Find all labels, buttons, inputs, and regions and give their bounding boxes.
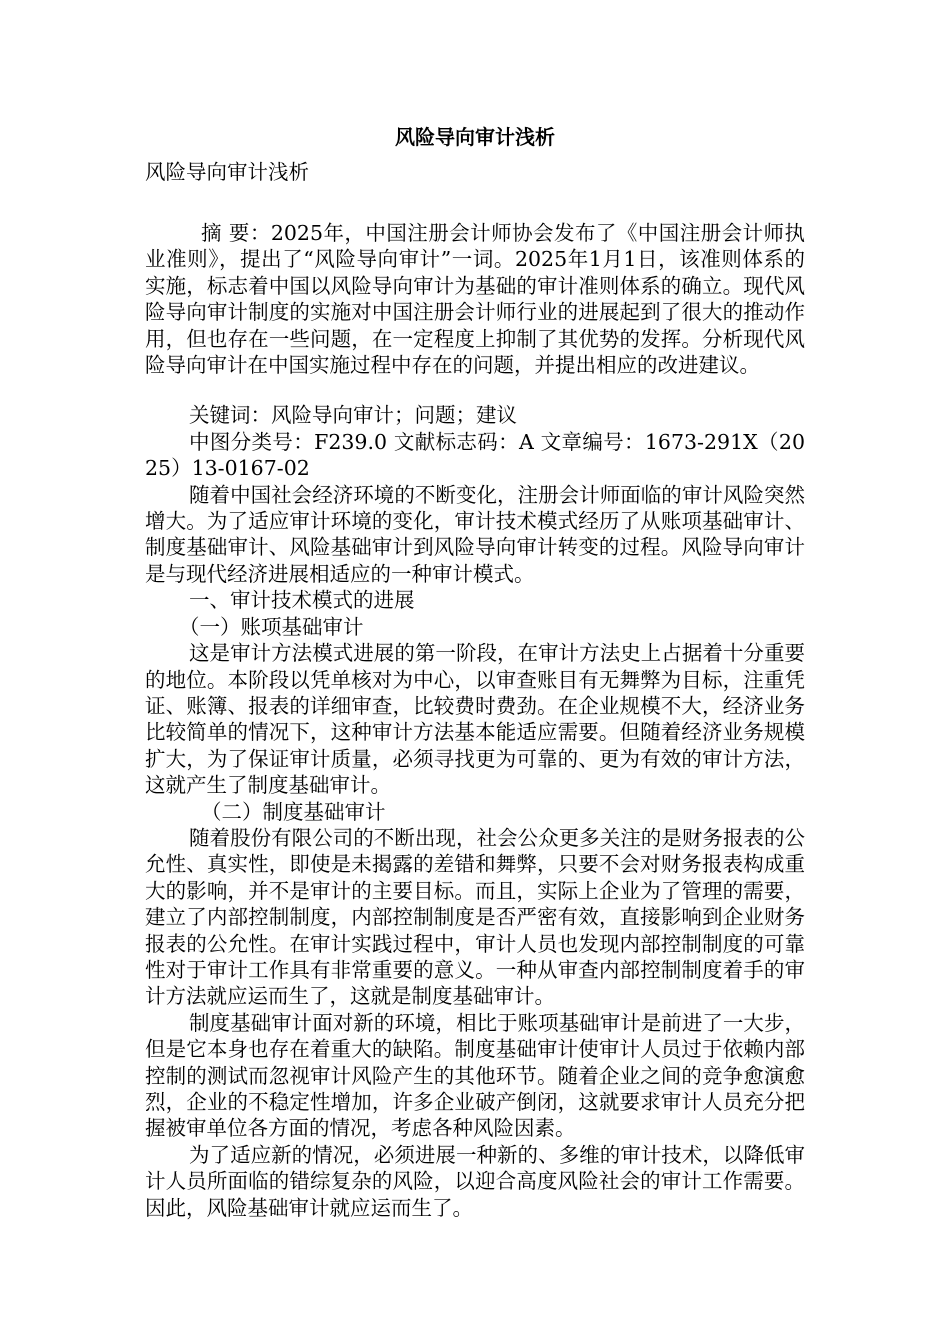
abstract-paragraph: 摘 要：2025年，中国注册会计师协会发布了《中国注册会计师执业准则》，提出了“风险导向审计”一词。2025年1月1日，该准则体系的实施，标志着中国以风险导向审计为基础的审计准则体系的确立。现代风险导向审计制度的实施对中国注册会计师行业的进展起到了很大的推动作用，但也存在一些问题，在一定程度上抑制了其优势的发挥。分析现代风险导向审计在中国实施过程中存在的问题，并提出相应的改进建议。 xyxy=(145,221,805,378)
spacer xyxy=(145,188,805,212)
intro-paragraph: 随着中国社会经济环境的不断变化，注册会计师面临的审计风险突然增大。为了适应审计环境的变化，审计技术模式经历了从账项基础审计、制度基础审计、风险基础审计到风险导向审计转变的过程。风险导向审计是与现代经济进展相适应的一种审计模式。 xyxy=(145,482,805,586)
body-paragraph: 为了适应新的情况，必须进展一种新的、多维的审计技术，以降低审计人员所面临的错综复杂的风险，以迎合高度风险社会的审计工作需要。因此，风险基础审计就应运而生了。 xyxy=(145,1142,805,1220)
document-page xyxy=(145,118,805,1221)
body-paragraph: 随着股份有限公司的不断出现，社会公众更多关注的是财务报表的公允性、真实性，即使是未揭露的差错和舞弊，只要不会对财务报表构成重大的影响，并不是审计的主要目标。而且，实际上企业为了管理的需要，建立了内部控制制度，内部控制制度是否严密有效，直接影响到企业财务报表的公允性。在审计实践过程中，审计人员也发现内部控制制度的可靠性对于审计工作具有非常重要的意义。一种从审查内部控制制度着手的审计方法就应运而生了，这就是制度基础审计。 xyxy=(145,825,805,1009)
subsection-heading: （二）制度基础审计 xyxy=(201,799,386,824)
section-heading: 一、审计技术模式的进展 xyxy=(189,588,415,613)
body-paragraph: 制度基础审计面对新的环境，相比于账项基础审计是前进了一大步，但是它本身也存在着重大的缺陷。制度基础审计使审计人员过于依赖内部控制的测试而忽视审计风险产生的其他环节。随着企业之间的竞争愈演愈烈，企业的不稳定性增加，许多企业破产倒闭，这就要求审计人员充分把握被审单位各方面的情况，考虑各种风险因素。 xyxy=(145,1010,805,1141)
document-title: 风险导向审计浅析 xyxy=(395,125,555,149)
keywords-line: 关键词：风险导向审计；问题；建议 xyxy=(189,403,517,428)
subsection-heading: （一）账项基础审计 xyxy=(179,614,364,639)
document-subtitle: 风险导向审计浅析 xyxy=(145,160,309,184)
body-paragraph: 这是审计方法模式进展的第一阶段，在审计方法史上占据着十分重要的地位。本阶段以凭单核对为中心，以审查账目有无舞弊为目标，注重凭证、账簿、报表的详细审查，比较费时费劲。在企业规模不大，经济业务比较简单的情况下，这种审计方法基本能适应需要。但随着经济业务规模扩大，为了保证审计质量，必须寻找更为可靠的、更为有效的审计方法，这就产生了制度基础审计。 xyxy=(145,641,805,798)
classification-line: 中图分类号：F239.0 文献标志码：A 文章编号：1673-291X（2025）13-0167-02 xyxy=(145,429,805,481)
spacer xyxy=(145,378,805,402)
